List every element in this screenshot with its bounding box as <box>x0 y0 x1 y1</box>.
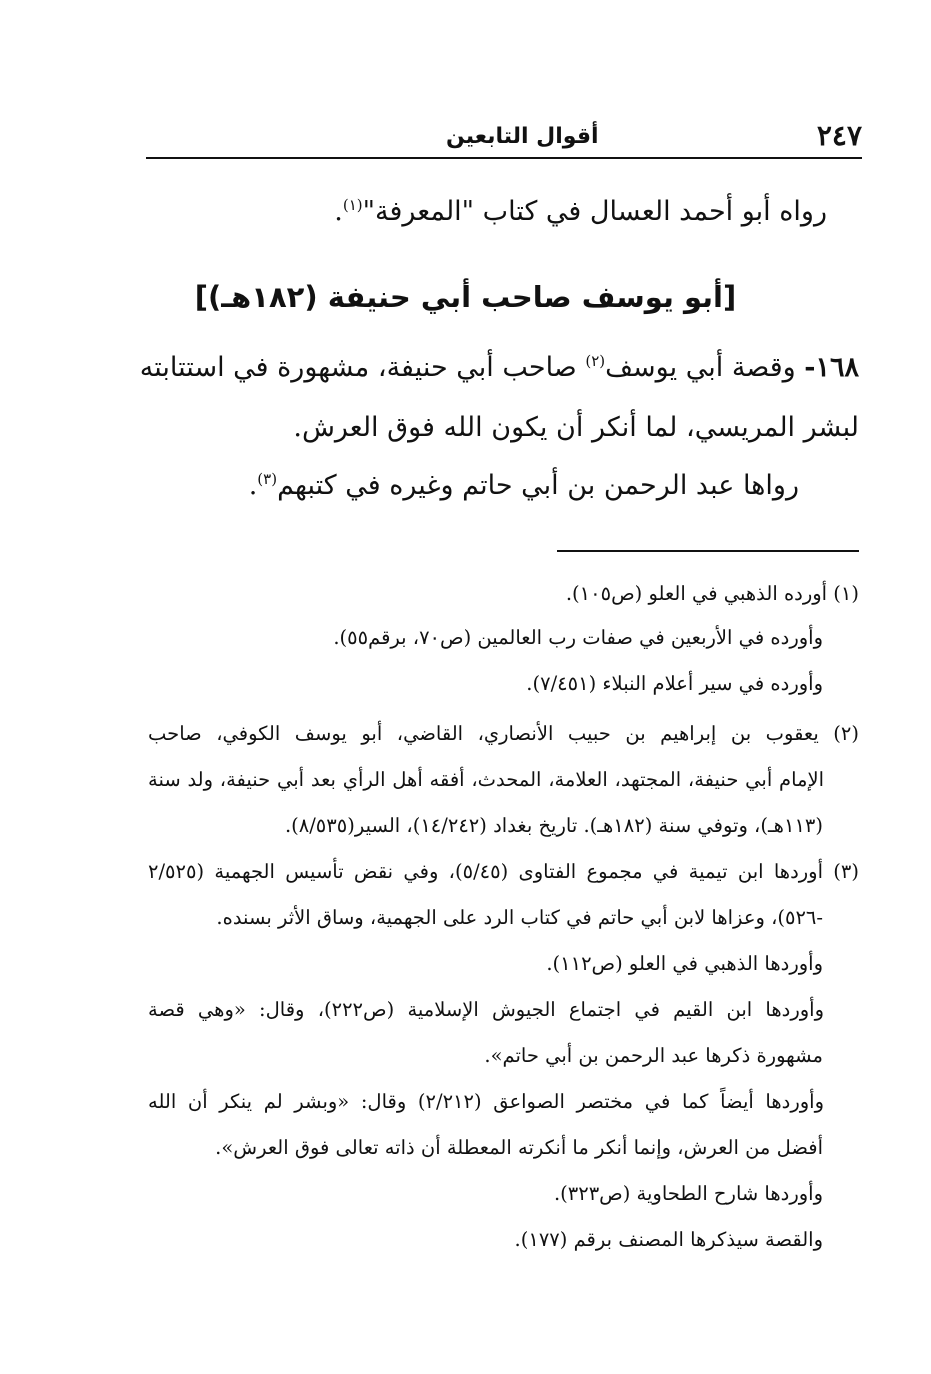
footnote-3-line-1: (٣) أوردها ابن تيمية في مجموع الفتاوى (٥/٤٥)، وفي نقض تأسيس الجهمية (٢/٥٢٥ <box>148 860 859 883</box>
footnote-1-line-2: وأورده في الأربعين في صفات رب العالمين (ص٧٠، برقم٥٥). <box>333 626 823 649</box>
item-number: ١٦٨- <box>804 352 859 383</box>
footnote-3-line-6: وأوردها أيضاً كما في مختصر الصواعق (٢/٢١٢) وقال: «وبشر لم ينكر أن الله <box>148 1090 824 1113</box>
header-rule <box>146 157 862 159</box>
footnote-3-line-7: أفضل من العرش، وإنما أنكر ما أنكرته المعطلة أن ذاته تعالى فوق العرش». <box>215 1136 823 1159</box>
footnote-2-line-3: (١١٣هـ)، وتوفي سنة (١٨٢هـ). تاريخ بغداد (١٤/٢٤٢)، السير(٨/٥٣٥). <box>284 814 823 837</box>
footnote-3-line-8: وأوردها شارح الطحاوية (ص٣٢٣). <box>553 1182 823 1205</box>
footnote-ref-1: (١) <box>342 196 363 214</box>
footnote-2-line-1: (٢) يعقوب بن إبراهيم بن حبيب الأنصاري، القاضي، أبو يوسف الكوفي، صاحب <box>148 722 859 745</box>
section-heading: [أبو يوسف صاحب أبي حنيفة (١٨٢هـ)] <box>194 280 737 314</box>
page-header <box>146 118 862 156</box>
footnote-separator <box>557 550 859 552</box>
footnote-3-line-2: -٥٢٦)، وعزاها لابن أبي حاتم في كتاب الرد على الجهمية، وساق الأثر بسنده. <box>216 906 823 929</box>
footnote-ref-2: (٢) <box>585 352 606 370</box>
body-line-3: لبشر المريسي، لما أنكر أن يكون الله فوق العرش. <box>293 412 859 443</box>
body-line-4: رواها عبد الرحمن بن أبي حاتم وغيره في كتبهم$^{(٣)}$. <box>248 470 799 501</box>
footnote-3-line-4: وأوردها ابن القيم في اجتماع الجيوش الإسلامية (ص٢٢٢)، وقال: «وهي قصة <box>148 998 825 1021</box>
footnote-1-line-3: وأورده في سير أعلام النبلاء (٧/٤٥١). <box>526 672 823 695</box>
footnote-2-line-2: الإمام أبي حنيفة، المجتهد، العلامة، المحدث، أفقه أهل الرأي بعد أبي حنيفة، ولد سنة <box>148 768 824 791</box>
footnote-3-line-3: وأوردها الذهبي في العلو (ص١١٢). <box>546 952 823 975</box>
footnote-ref-3: (٣) <box>257 470 278 488</box>
body-line-2: ١٦٨- وقصة أبي يوسف$^{(٢)}$ صاحب أبي حنيفة، مشهورة في استتابته <box>139 352 859 383</box>
footnote-3-line-5: مشهورة ذكرها عبد الرحمن بن أبي حاتم». <box>484 1044 823 1067</box>
footnote-3-line-9: والقصة سيذكرها المصنف برقم (١٧٧). <box>514 1228 823 1251</box>
footnote-1-line-1: (١) أورده الذهبي في العلو (ص١٠٥). <box>565 582 859 605</box>
body-line-1: رواه أبو أحمد العسال في كتاب "المعرفة"$^{(١)}$. <box>334 196 827 227</box>
running-title: أقوال التابعين <box>446 124 599 149</box>
page-number: ٢٤٧ <box>816 119 862 152</box>
